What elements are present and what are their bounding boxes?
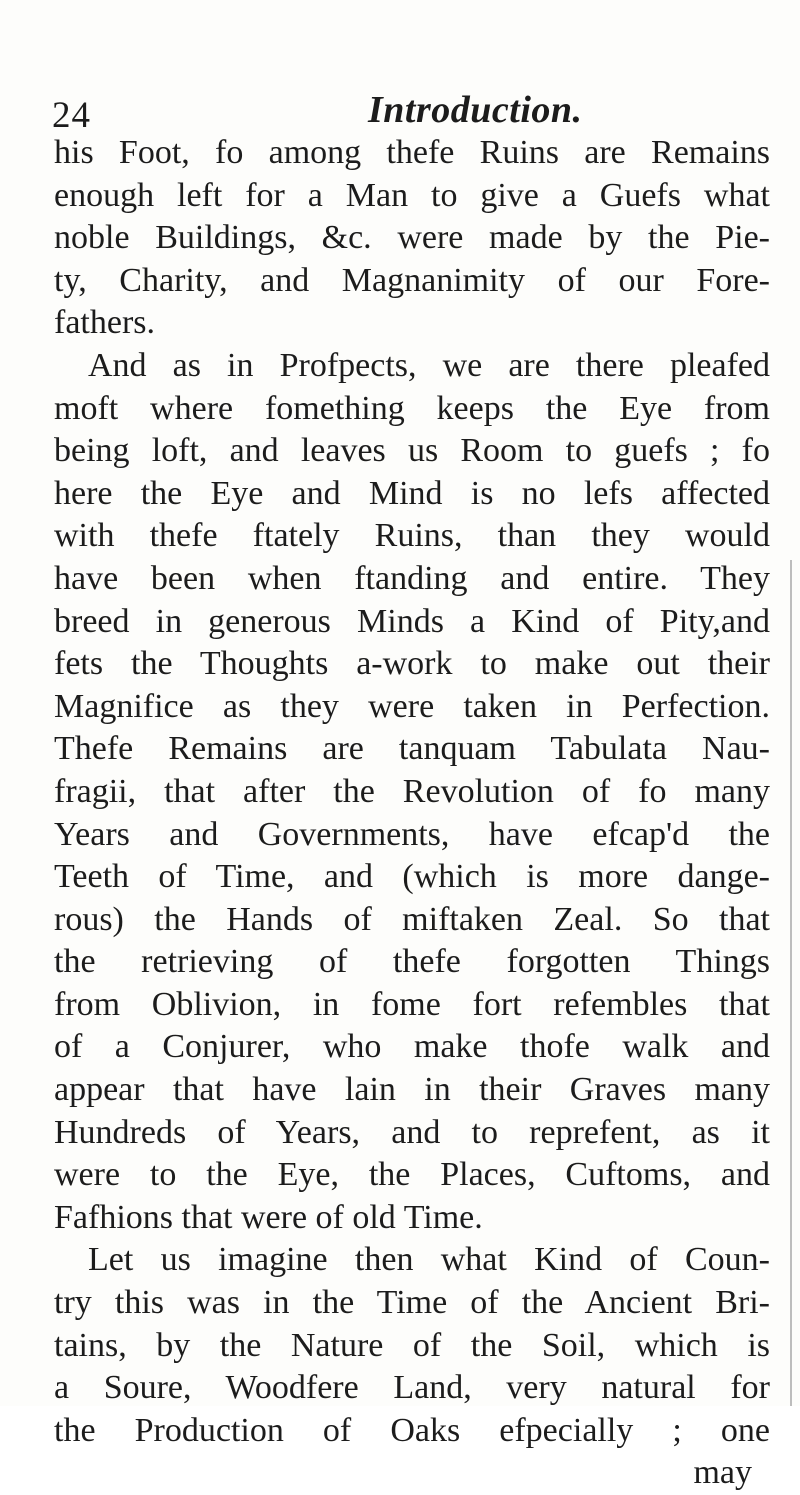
text-line: here the Eye and Mind is no lefs affected (54, 474, 770, 512)
text-line: rous) the Hands of miftaken Zeal. So that (54, 900, 770, 938)
text-line: fets the Thoughts a-work to make out their (54, 645, 770, 683)
page-edge-shadow (790, 560, 792, 1406)
text-line: tains, by the Nature of the Soil, which is (54, 1326, 770, 1364)
text-line: of a Conjurer, who make thofe walk and (54, 1028, 770, 1066)
page-header (52, 88, 752, 138)
text-line: Years and Governments, have efcap'd the (54, 815, 770, 853)
text-line: noble Buildings, &c. were made by the Pie- (54, 219, 770, 257)
text-line: with thefe ftately Ruins, than they would (54, 517, 770, 555)
text-line: have been when ftanding and entire. They (54, 559, 770, 597)
catchword: may (693, 1454, 752, 1492)
text-line: Magnifice as they were taken in Perfection. (54, 687, 770, 725)
running-head: Introduction. (368, 89, 583, 131)
text-line: from Oblivion, in fome fort refembles that (54, 985, 770, 1023)
text-line: his Foot, fo among thefe Ruins are Remains (54, 134, 770, 171)
page-number: 24 (52, 95, 91, 136)
text-line: Fafhions that were of old Time. (54, 1198, 483, 1236)
paragraph-start-line: Let us imagine then what Kind of Coun- (88, 1241, 770, 1279)
text-line: ty, Charity, and Magnanimity of our Fore- (54, 261, 770, 299)
body-text (54, 132, 770, 1495)
text-line: enough left for a Man to give a Guefs what (54, 176, 770, 214)
text-line: moft where fomething keeps the Eye from (54, 389, 770, 427)
text-line: being loft, and leaves us Room to guefs ; fo (54, 432, 770, 470)
text-line: Teeth of Time, and (which is more dange- (54, 858, 770, 896)
text-line: the Production of Oaks efpecially ; one (54, 1411, 770, 1449)
text-line: breed in generous Minds a Kind of Pity,and (54, 602, 770, 640)
text-line: Hundreds of Years, and to reprefent, as it (54, 1113, 770, 1151)
paragraph-start-line: And as in Profpects, we are there pleafed (88, 346, 770, 384)
text-line: appear that have lain in their Graves many (54, 1071, 770, 1109)
text-line: Thefe Remains are tanquam Tabulata Nau- (54, 730, 770, 768)
text-line: were to the Eye, the Places, Cuftoms, and (54, 1156, 770, 1194)
text-line: try this was in the Time of the Ancient Bri- (54, 1284, 770, 1322)
text-line: fragii, that after the Revolution of fo many (54, 772, 770, 810)
text-line: a Soure, Woodfere Land, very natural for (54, 1369, 770, 1407)
text-line: fathers. (54, 304, 156, 342)
text-line: the retrieving of thefe forgotten Things (54, 943, 770, 981)
